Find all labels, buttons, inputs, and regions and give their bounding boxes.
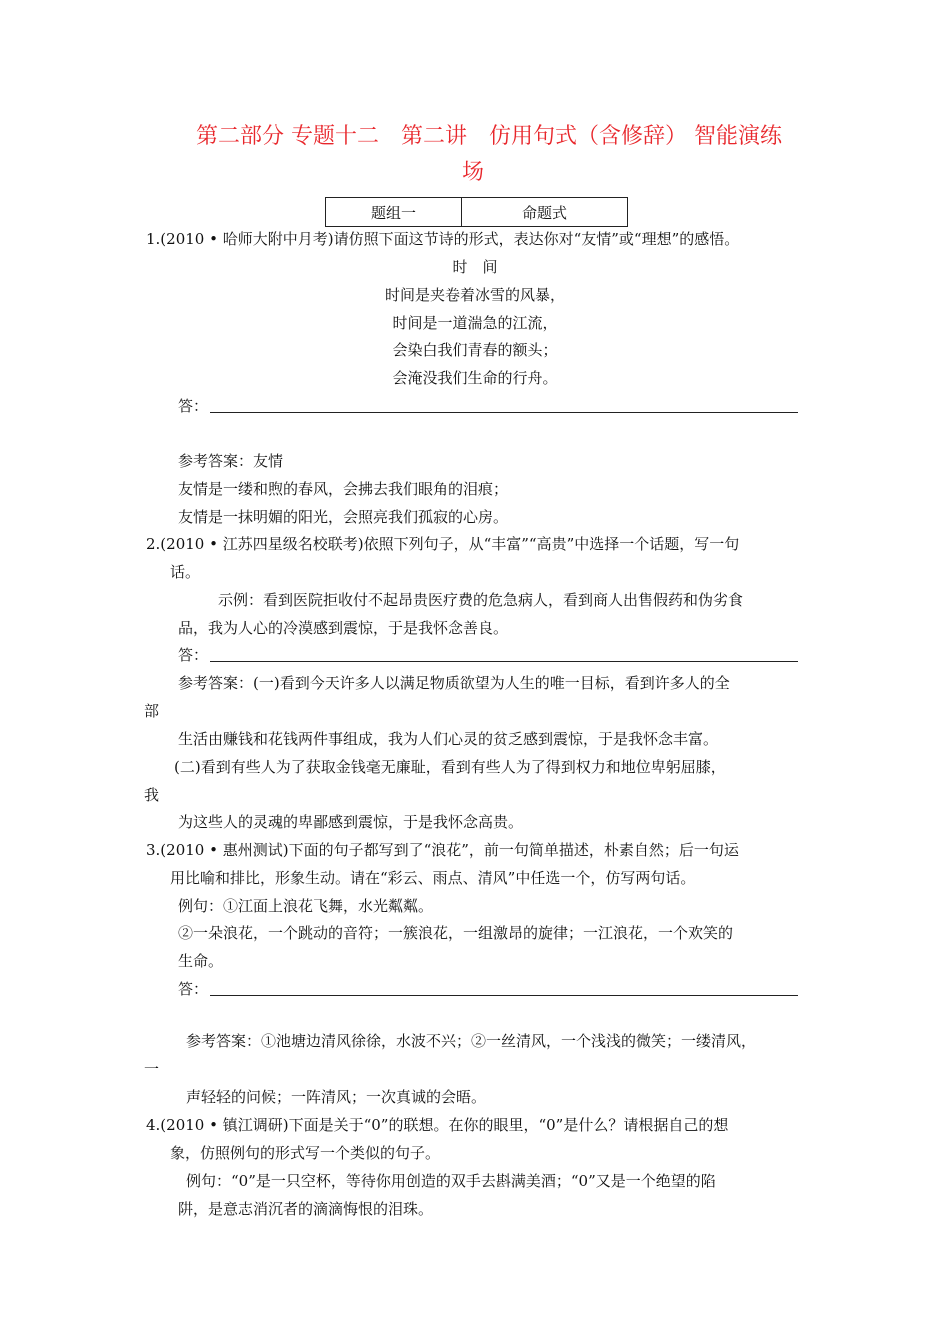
- table-cell-group: 题组一: [326, 198, 462, 227]
- q2-ref-line: (二)看到有些人为了获取金钱毫无廉耻，看到有些人为了得到权力和地位卑躬屈膝，: [174, 758, 726, 776]
- q3-example: 例句：①江面上浪花飞舞，水光粼粼。: [178, 897, 434, 915]
- q2-ref-line: 为这些人的灵魂的卑鄙感到震惊，于是我怀念高贵。: [178, 813, 524, 831]
- poem-line: 时间是一道湍急的江流，: [392, 314, 558, 332]
- q3-answer-line[interactable]: [210, 995, 798, 996]
- q4-example: 例句：“0”是一只空杯，等待你用创造的双手去斟满美酒；“0”又是一个绝望的陷: [186, 1172, 716, 1190]
- poem-line: 会染白我们青春的额头；: [392, 341, 558, 359]
- q2-stem-cont: 话。: [170, 563, 201, 581]
- table-cell-type: 命题式: [462, 198, 628, 227]
- q3-ref: 参考答案：①池塘边清风徐徐，水波不兴；②一丝清风，一个浅浅的微笑；一缕清风，: [186, 1032, 757, 1050]
- q3-stem: 3.(2010 • 惠州测试)下面的句子都写到了“浪花”，前一句简单描述，朴素自然；后一句运: [146, 841, 739, 859]
- poem-title: 时 间: [452, 258, 498, 276]
- q4-stem-cont: 象，仿照例句的形式写一个类似的句子。: [170, 1144, 441, 1162]
- q3-answer-label: 答：: [178, 980, 209, 998]
- page-title-line1: 第二部分 专题十二 第二讲 仿用句式（含修辞） 智能演练: [196, 124, 782, 149]
- q1-ref: 参考答案：友情: [178, 452, 284, 470]
- q2-answer-line[interactable]: [210, 661, 798, 662]
- q3-ref-line: 声轻轻的问候；一阵清风；一次真诚的会晤。: [186, 1088, 487, 1106]
- q2-ref-wrap: 我: [144, 786, 160, 804]
- q2-answer-label: 答：: [178, 646, 209, 664]
- q2-ref-line: 生活由赚钱和花钱两件事组成，我为人们心灵的贫乏感到震惊，于是我怀念丰富。: [178, 730, 719, 748]
- q2-example: 示例：看到医院拒收付不起昂贵医疗费的危急病人，看到商人出售假药和伪劣食: [218, 591, 744, 609]
- q4-example-cont: 阱，是意志消沉者的滴滴悔恨的泪珠。: [178, 1200, 434, 1218]
- q3-ref-wrap: 一: [144, 1060, 160, 1078]
- q3-example: ②一朵浪花，一个跳动的音符；一簇浪花，一组激昂的旋律；一江浪花，一个欢笑的: [178, 924, 734, 942]
- q4-stem: 4.(2010 • 镇江调研)下面是关于“0”的联想。在你的眼里，“0”是什么？请根据自己的想: [146, 1116, 729, 1134]
- q3-example-cont: 生命。: [178, 952, 224, 970]
- q2-ref-wrap: 部: [144, 702, 160, 720]
- q1-stem: 1.(2010 • 哈师大附中月考)请仿照下面这节诗的形式，表达你对“友情”或“理想”的感悟。: [146, 230, 740, 248]
- q1-ref-line: 友情是一抹明媚的阳光，会照亮我们孤寂的心房。: [178, 508, 509, 526]
- poem-line: 时间是夹卷着冰雪的风暴，: [384, 286, 565, 304]
- q2-example-cont: 品，我为人心的冷漠感到震惊，于是我怀念善良。: [178, 619, 509, 637]
- q2-stem: 2.(2010 • 江苏四星级名校联考)依照下列句子，从“丰富”“高贵”中选择一个话题，写一句: [146, 535, 740, 553]
- question-group-table: [325, 197, 628, 227]
- q1-ref-line: 友情是一缕和煦的春风，会拂去我们眼角的泪痕；: [178, 480, 509, 498]
- q3-stem-cont: 用比喻和排比，形象生动。请在“彩云、雨点、清风”中任选一个，仿写两句话。: [170, 869, 696, 887]
- q1-answer-line[interactable]: [210, 412, 798, 413]
- page-title-line2: 场: [462, 160, 485, 185]
- q1-answer-label: 答：: [178, 397, 209, 415]
- poem-line: 会淹没我们生命的行舟。: [392, 369, 558, 387]
- q2-ref: 参考答案：(一)看到今天许多人以满足物质欲望为人生的唯一目标，看到许多人的全: [178, 674, 730, 692]
